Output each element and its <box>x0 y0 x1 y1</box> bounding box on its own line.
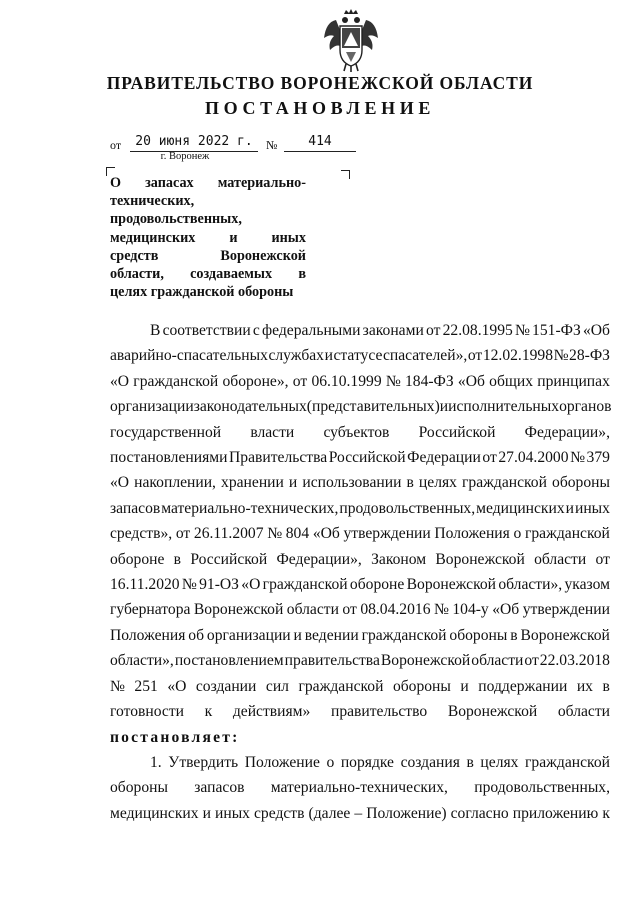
body-word: области <box>534 550 587 568</box>
subject-word: области, <box>110 266 164 283</box>
document-subject <box>110 174 306 301</box>
body-word: продовольственных, <box>474 779 610 797</box>
body-word: постановлениями <box>110 449 228 467</box>
body-word: и <box>460 677 469 695</box>
decree-keyword <box>110 725 610 750</box>
body-word: «Об <box>312 525 340 543</box>
subject-word: иных <box>271 229 306 246</box>
date-number-row <box>110 133 370 153</box>
body-word: постановлением <box>174 652 284 670</box>
body-word: 104-у <box>452 601 489 619</box>
body-word: 22.03.2018 <box>539 652 610 670</box>
body-word: 251 <box>134 677 158 695</box>
body-word: Российской <box>328 449 406 467</box>
body-line <box>110 648 610 673</box>
body-word: утверждении <box>522 601 610 619</box>
body-word: гражданской <box>298 677 384 695</box>
body-word: Положения <box>434 525 510 543</box>
body-word: Воронежской <box>435 550 525 568</box>
body-line <box>110 521 610 546</box>
body-word: Российской <box>418 423 496 441</box>
body-word: и <box>324 347 333 365</box>
body-word: хранении <box>221 474 284 492</box>
body-word: запасов <box>194 779 245 797</box>
subject-line <box>110 265 306 283</box>
body-word: Положения <box>110 626 186 644</box>
body-word: 22.08.1995 <box>442 322 513 339</box>
body-word: о <box>326 753 335 771</box>
body-word: Воронежской <box>406 576 497 594</box>
body-word: от <box>482 449 497 467</box>
body-word: средств <box>254 804 305 822</box>
subject-word: целях гражданской обороны <box>110 284 294 301</box>
body-word: гражданской <box>262 576 348 594</box>
body-word: согласно <box>450 804 509 822</box>
body-word: от <box>292 372 308 390</box>
body-word: использовании <box>302 474 402 492</box>
number-label: № <box>266 138 278 152</box>
subject-word: в <box>298 266 306 283</box>
body-word: целях <box>418 474 457 492</box>
document-body <box>110 318 610 826</box>
document-date: 20 июня 2022 г. <box>130 133 258 152</box>
body-word: материально-технических, <box>270 779 448 797</box>
body-word: 12.02.1998 <box>482 347 553 365</box>
body-word: Воронежской <box>447 703 538 721</box>
body-word: иных <box>574 499 610 517</box>
body-word: области <box>286 601 339 619</box>
body-word: области <box>557 703 610 721</box>
subject-line <box>110 229 306 247</box>
body-word: медицинских <box>476 499 565 517</box>
subject-word: создаваемых <box>190 266 273 283</box>
body-word: Воронежской <box>380 652 471 670</box>
body-word: обороны <box>392 677 451 695</box>
body-word: № <box>267 525 283 543</box>
body-word: материально-технических, <box>161 499 339 517</box>
body-word: и <box>288 474 298 492</box>
body-word: ведении <box>304 626 359 644</box>
body-word: указом <box>564 576 610 594</box>
body-word: организации <box>206 626 291 644</box>
body-word: области», <box>110 652 174 670</box>
body-word: области», <box>498 576 563 594</box>
body-word: обороне», <box>222 372 289 390</box>
coat-of-arms-icon <box>322 8 380 72</box>
body-word: создании <box>195 677 257 695</box>
body-word: обороны <box>449 626 508 644</box>
body-word: гражданской <box>133 372 219 390</box>
subject-word: средств <box>110 247 159 264</box>
body-word: медицинских <box>110 804 199 822</box>
body-word: обороны <box>110 779 168 797</box>
subject-line <box>110 192 306 210</box>
subject-word: запасах <box>145 175 194 191</box>
body-word: об <box>188 626 205 644</box>
body-line <box>110 597 610 622</box>
body-word: 28-ФЗ <box>569 347 610 365</box>
body-word: о <box>513 525 522 543</box>
subject-line <box>110 283 306 301</box>
body-word: (представительных) <box>306 398 440 416</box>
body-word: 26.11.2007 <box>193 525 264 543</box>
body-line <box>110 547 610 572</box>
document-number: 414 <box>284 133 356 152</box>
body-word: Правительства <box>229 449 328 467</box>
body-word: продовольственных, <box>339 499 476 517</box>
body-line <box>110 699 610 724</box>
body-word: губернатора <box>110 601 191 619</box>
body-word: 06.10.1999 <box>311 372 382 390</box>
body-word: от <box>342 601 357 619</box>
body-word: сил <box>265 677 289 695</box>
body-word: запасов <box>110 499 161 517</box>
body-word: гражданской <box>524 525 610 543</box>
government-title: ПРАВИТЕЛЬСТВО ВОРОНЕЖСКОЙ ОБЛАСТИ <box>106 73 534 93</box>
body-word: Федерации», <box>524 423 610 441</box>
body-word: Утвердить <box>168 753 239 771</box>
body-word: законами <box>362 322 424 339</box>
body-word: их <box>576 677 593 695</box>
body-word: Федерации», <box>276 550 362 568</box>
body-word: № <box>553 347 569 365</box>
body-word: в <box>173 550 182 568</box>
subject-word: и <box>229 229 238 246</box>
body-word: гражданской <box>525 753 610 771</box>
body-word: обороне <box>110 550 165 568</box>
body-word: и <box>439 398 449 416</box>
body-word: накоплении, <box>134 474 216 492</box>
document-type: ПОСТАНОВЛЕНИЕ <box>205 98 435 118</box>
body-word: Положение <box>244 753 320 771</box>
body-word: поддержании <box>478 677 568 695</box>
date-label: от <box>110 138 122 152</box>
body-line <box>110 623 610 648</box>
body-word: власти <box>250 423 295 441</box>
body-word: гражданской <box>361 626 447 644</box>
subject-word: Воронежской <box>220 247 306 264</box>
body-word: гражданской <box>462 474 547 492</box>
body-word: «О <box>167 677 187 695</box>
body-line <box>110 343 610 368</box>
body-word: Федерации <box>407 449 481 467</box>
body-word: государственной <box>110 423 222 441</box>
body-line <box>110 369 610 394</box>
place-of-issue: г. Воронеж <box>160 151 210 162</box>
body-word: обороны <box>552 474 610 492</box>
body-word: в <box>406 474 414 492</box>
body-word: обороне <box>349 576 405 594</box>
body-line <box>110 775 610 800</box>
body-word: к <box>602 804 610 822</box>
body-word: Положение) <box>366 804 447 822</box>
body-word: от <box>175 525 191 543</box>
body-line <box>110 496 610 521</box>
body-word: «Об <box>457 372 485 390</box>
body-word: в <box>602 677 610 695</box>
body-word: и <box>202 804 211 822</box>
body-word: 151-ФЗ <box>532 322 581 339</box>
body-word: Законом <box>371 550 427 568</box>
body-word: готовности <box>110 703 184 721</box>
body-word: от <box>595 550 610 568</box>
body-word: «Об <box>582 322 610 339</box>
subject-word: продовольственных, <box>110 211 242 228</box>
body-word: «О <box>110 474 130 492</box>
body-word: № <box>570 449 585 467</box>
body-word: соответствии <box>162 322 251 339</box>
body-word: – <box>354 804 363 822</box>
body-word: № <box>181 576 197 594</box>
body-word: области <box>471 652 524 670</box>
body-word: В <box>150 322 161 339</box>
body-word: порядке <box>340 753 394 771</box>
body-word: 91-ОЗ <box>199 576 239 594</box>
body-word: «О <box>241 576 261 594</box>
body-word: аварийно-спасательных <box>110 347 268 365</box>
body-word: утверждении <box>343 525 431 543</box>
body-word: иных <box>215 804 250 822</box>
subject-corner-mark-right <box>341 170 350 179</box>
body-word: законодательных <box>193 398 307 416</box>
body-word: от <box>524 652 539 670</box>
body-word: 16.11.2020 <box>110 576 180 594</box>
body-word: (далее <box>308 804 351 822</box>
subject-word: О <box>110 175 122 191</box>
body-word: 804 <box>285 525 310 543</box>
body-word: целях <box>480 753 519 771</box>
body-word: спасателей», <box>382 347 468 365</box>
body-word: субъектов <box>323 423 390 441</box>
subject-word: материально- <box>217 175 306 191</box>
body-line <box>110 801 610 826</box>
body-line <box>110 318 610 343</box>
body-word: «О <box>110 372 130 390</box>
body-word: «Об <box>492 601 520 619</box>
body-word: правительство <box>330 703 428 721</box>
body-word: 27.04.2000 <box>498 449 569 467</box>
body-word: службах <box>268 347 324 365</box>
body-word: от <box>426 322 441 339</box>
body-word: Российской <box>190 550 268 568</box>
body-word: и <box>565 499 574 517</box>
subject-word: технических, <box>110 193 195 210</box>
body-word: № <box>110 677 125 695</box>
subject-line <box>110 210 306 228</box>
body-word: средств», <box>110 525 173 543</box>
body-word: № <box>514 322 530 339</box>
body-word: правительства <box>284 652 380 670</box>
body-word: 379 <box>586 449 610 467</box>
body-line <box>110 750 610 775</box>
body-word: Воронежской <box>193 601 284 619</box>
body-word: и <box>293 626 302 644</box>
body-line <box>110 394 610 419</box>
body-line <box>110 572 610 597</box>
body-line <box>110 674 610 699</box>
body-line <box>110 445 610 470</box>
body-word: 184-ФЗ <box>404 372 454 390</box>
body-line <box>110 470 610 495</box>
body-word: 1. <box>150 753 162 771</box>
body-word: федеральными <box>262 322 361 339</box>
body-word: в <box>466 753 474 771</box>
body-word: в <box>510 626 518 644</box>
body-word: органов <box>559 398 612 416</box>
body-word: 08.04.2016 <box>360 601 431 619</box>
body-word: Воронежской <box>520 626 610 644</box>
body-word: к <box>204 703 213 721</box>
body-word: от <box>467 347 483 365</box>
body-word: статусе <box>333 347 383 365</box>
body-word: приложению <box>512 804 599 822</box>
body-word: действиям» <box>232 703 311 721</box>
body-word: общих <box>489 372 534 390</box>
body-word: с <box>252 322 260 339</box>
body-word: № <box>433 601 449 619</box>
subject-word: медицинских <box>110 229 196 246</box>
body-word: № <box>385 372 401 390</box>
subject-line <box>110 247 306 265</box>
subject-line <box>110 174 306 192</box>
body-word: организации <box>110 398 194 416</box>
body-line <box>110 420 610 445</box>
body-word: создания <box>400 753 460 771</box>
body-word: постановляет: <box>110 728 240 746</box>
body-word: принципах <box>537 372 610 390</box>
body-word: исполнительных <box>448 398 560 416</box>
